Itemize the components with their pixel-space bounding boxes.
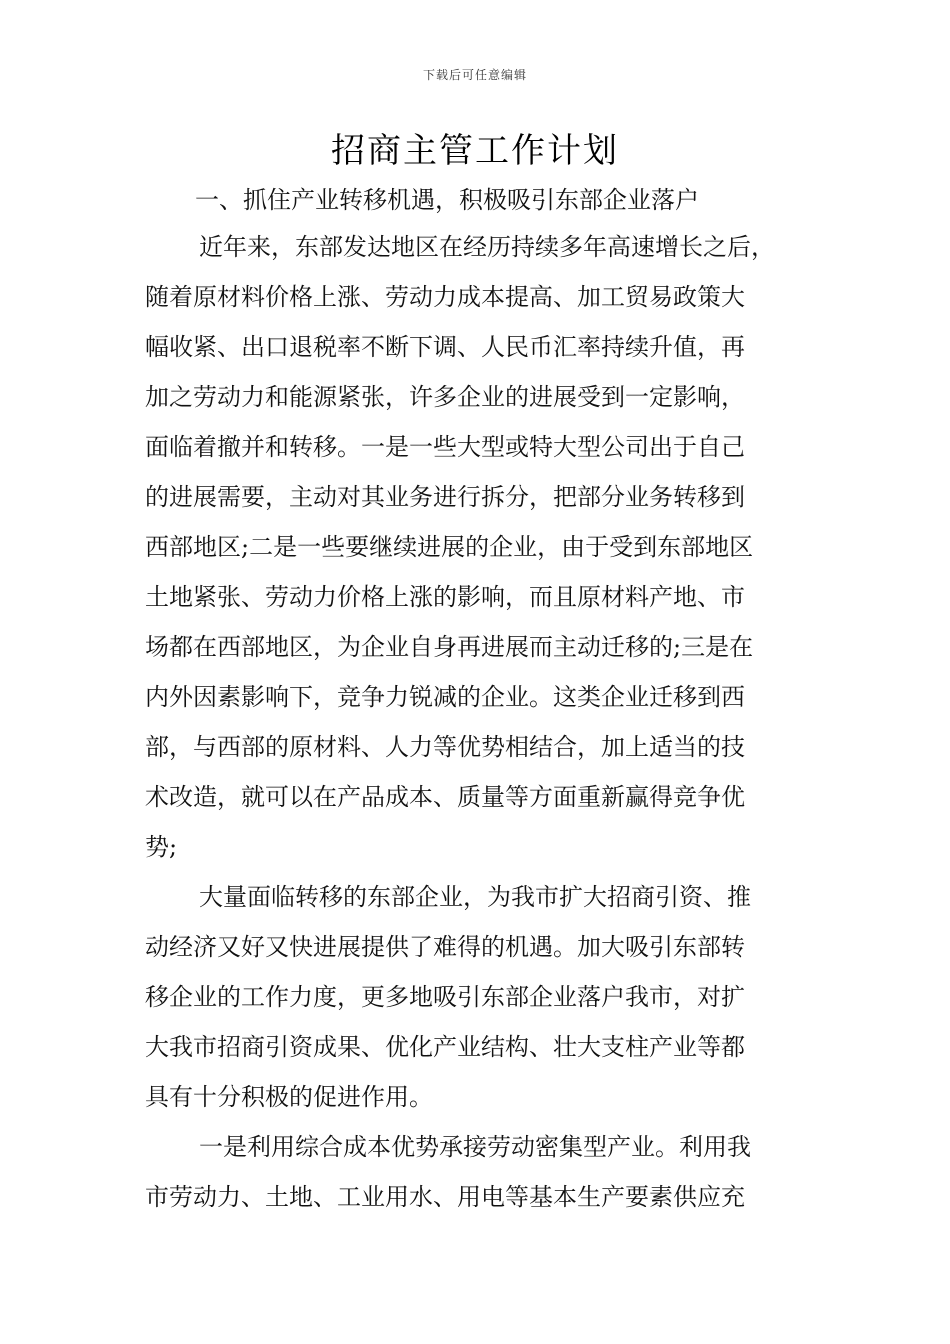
- text-line: 移企业的工作力度，更多地吸引东部企业落户我市，对扩: [145, 983, 745, 1011]
- text-line: 近年来，东部发达地区在经历持续多年高速增长之后，: [199, 233, 775, 261]
- header-note: 下载后可任意编辑: [422, 68, 527, 82]
- text-line: 大我市招商引资成果、优化产业结构、壮大支柱产业等都: [145, 1033, 745, 1061]
- text-line: 市劳动力、土地、工业用水、用电等基本生产要素供应充: [145, 1183, 745, 1211]
- text-line: 的进展需要，主动对其业务进行拆分，把部分业务转移到: [145, 483, 745, 511]
- paragraph-3: [145, 1122, 815, 1222]
- paragraph-1: [145, 222, 815, 872]
- paragraph-2: [145, 872, 815, 1122]
- text-line: 西部地区;二是一些要继续进展的企业，由于受到东部地区: [145, 533, 754, 561]
- text-line: 具有十分积极的促进作用。: [145, 1083, 433, 1111]
- text-line: 场都在西部地区，为企业自身再进展而主动迁移的;三是在: [145, 633, 754, 661]
- document-title: 招商主管工作计划: [331, 131, 619, 171]
- text-line: 幅收紧、出口退税率不断下调、人民币汇率持续升值，再: [145, 333, 745, 361]
- text-line: 内外因素影响下，竞争力锐减的企业。这类企业迁移到西: [145, 683, 745, 711]
- text-line: 大量面临转移的东部企业，为我市扩大招商引资、推: [199, 883, 751, 911]
- text-line: 势;: [145, 833, 178, 861]
- text-line: 加之劳动力和能源紧张，许多企业的进展受到一定影响，: [145, 383, 745, 411]
- text-line: 部，与西部的原材料、人力等优势相结合，加上适当的技: [145, 733, 745, 761]
- text-line: 动经济又好又快进展提供了难得的机遇。加大吸引东部转: [145, 933, 745, 961]
- document-body: [145, 178, 815, 1222]
- text-line: 随着原材料价格上涨、劳动力成本提高、加工贸易政策大: [145, 283, 745, 311]
- text-line: 土地紧张、劳动力价格上涨的影响，而且原材料产地、市: [145, 583, 745, 611]
- text-line: 术改造，就可以在产品成本、质量等方面重新赢得竞争优: [145, 783, 745, 811]
- section-heading: 一、抓住产业转移机遇，积极吸引东部企业落户: [195, 186, 699, 214]
- text-line: 面临着撤并和转移。一是一些大型或特大型公司出于自己: [145, 433, 745, 461]
- text-line: 一是利用综合成本优势承接劳动密集型产业。利用我: [199, 1133, 751, 1161]
